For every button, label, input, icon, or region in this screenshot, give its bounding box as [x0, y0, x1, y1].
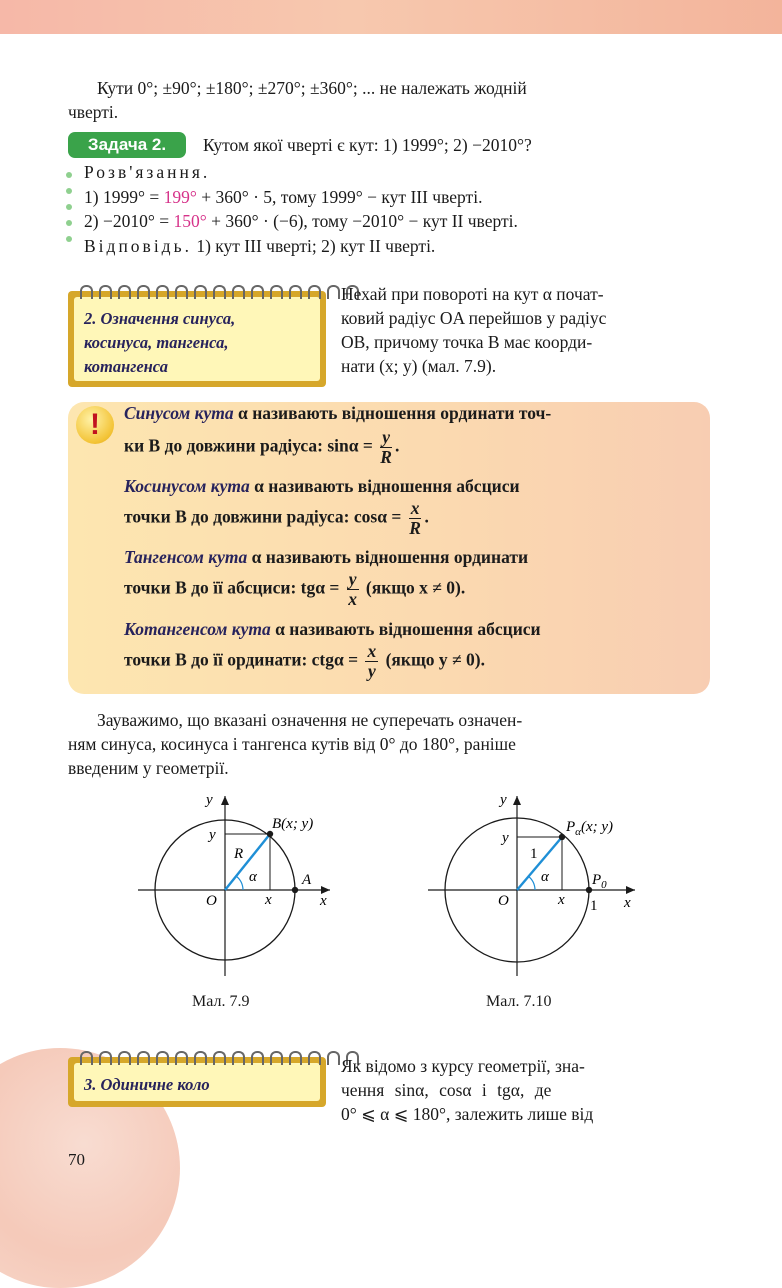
answer-line: Відповідь. 1) кут III чверті; 2) кут II чверті.: [84, 236, 436, 256]
fig1-y-coord: y: [209, 827, 216, 843]
intro-line-2: чверті.: [68, 102, 119, 122]
fig1-point-b: B(x; y): [272, 816, 314, 832]
cosine-def-line-1: Косинусом кута α називають відношення абсциси: [124, 476, 520, 496]
sine-fraction: $\frac{y}{R}$: [380, 427, 392, 467]
solution-line-2: 2) −2010° = 150° + 360° · (−6), тому −2010° − кут II чверті.: [84, 211, 518, 231]
fig1-point-a: A: [302, 872, 312, 888]
spiral-binding-2: [80, 1051, 359, 1065]
exclamation-icon: !: [76, 406, 114, 444]
fig2-x-axis-label: x: [624, 895, 631, 911]
cotangent-def-line-1: Котангенсом кута α називають відношення абсциси: [124, 619, 541, 639]
figure-7-9: [130, 786, 340, 986]
sine-def-line-1: Синусом кута α називають відношення ординати точ-: [124, 403, 552, 423]
spiral-binding: [80, 285, 359, 299]
page-number: 70: [68, 1150, 85, 1169]
fig2-y-coord: y: [502, 830, 509, 846]
fig1-x-coord: x: [265, 892, 272, 908]
fig2-x-coord: x: [558, 892, 565, 908]
sine-def-line-2: ки B до довжини радіуса: sinα = $\frac{y}{R}$ .: [124, 427, 400, 467]
cotangent-def-line-2: точки B до її ординати: ctgα = $\frac{x}{y}$ (якщо y ≠ 0).: [124, 641, 485, 681]
highlight-150: 150°: [173, 211, 207, 231]
top-decorative-band: [0, 0, 782, 34]
fig2-radius-one: 1: [530, 846, 538, 862]
task-badge: Задача 2.: [68, 132, 186, 158]
fig1-radius-label: R: [234, 846, 244, 862]
tangent-fraction: $\frac{y}{x}$: [348, 569, 358, 609]
cosine-fraction: $\frac{x}{R}$: [409, 498, 421, 538]
solution-label: Розв'язання.: [84, 162, 211, 182]
section-2-title: 2. Означення синуса, косинуса, тангенса, котангенса: [84, 309, 236, 376]
tangent-def-line-2: точки B до її абсциси: tgα = $\frac{y}{x}$ (якщо x ≠ 0).: [124, 569, 466, 609]
fig2-point-p-alpha: $P_\alpha(x$; y): [566, 819, 614, 838]
fig2-y-axis-label: y: [500, 792, 507, 808]
fig2-angle-label: α: [541, 869, 549, 885]
dotted-margin: [66, 172, 74, 252]
fig2-origin: O: [498, 893, 509, 909]
tangent-def-line-1: Тангенсом кута α називають відношення ординати: [124, 547, 529, 567]
section-3-text: Як відомо з курсу геометрії, зна- чення sinα, cosα і tgα, де 0° ⩽ α ⩽ 180°, залежить лише від: [341, 1056, 594, 1124]
remark-paragraph: Зауважимо, що вказані означення не суперечать означен- ням синуса, косинуса і тангенса кутів від 0° до 180°, раніше введеним у геометрії.: [68, 710, 523, 778]
section-3-title: 3. Одиничне коло: [84, 1075, 210, 1094]
solution-line-1: 1) 1999° = 199° + 360° · 5, тому 1999° − кут III чверті.: [84, 187, 483, 207]
fig1-y-axis-label: y: [206, 792, 213, 808]
cosine-def-line-2: точки B до довжини радіуса: cosα = $\frac{x}{R}$ .: [124, 498, 429, 538]
fig1-x-axis-label: x: [320, 893, 327, 909]
fig2-point-p0: $P_0$: [592, 872, 607, 891]
section-2-text: Нехай при повороті на кут α почат- ковий радіус OA перейшов у радіус OB, причому точка B має коорди- нати (x; y) (мал. 7.9).: [341, 284, 607, 376]
cotangent-fraction: $\frac{x}{y}$: [367, 641, 377, 681]
intro-line-1: Кути 0°; ±90°; ±180°; ±270°; ±360°; ... не належать жодній: [97, 78, 527, 98]
highlight-199: 199°: [163, 187, 197, 207]
fig1-angle-label: α: [249, 869, 257, 885]
fig1-origin: O: [206, 893, 217, 909]
figure-7-9-caption: Мал. 7.9: [192, 993, 250, 1010]
figure-7-10-caption: Мал. 7.10: [486, 993, 552, 1010]
task-question: Кутом якої чверті є кут: 1) 1999°; 2) −2010°?: [203, 135, 532, 155]
figure-7-10: [420, 786, 650, 986]
fig2-x-one: 1: [590, 898, 598, 914]
